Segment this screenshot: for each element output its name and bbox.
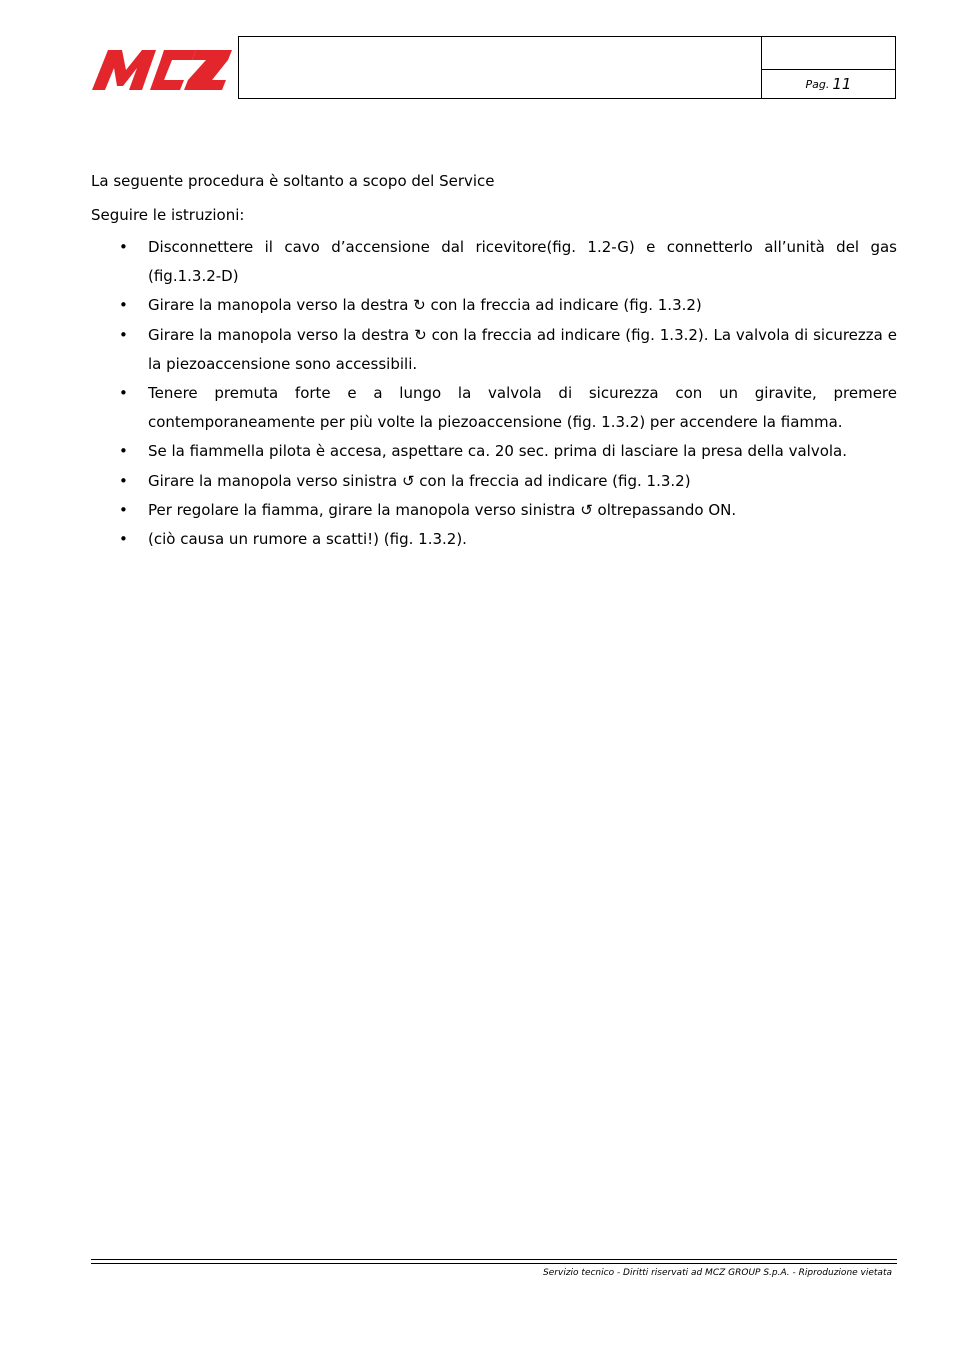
logo-letter-m [92, 50, 156, 90]
list-item: • Girare la manopola verso la destra ↻ con la freccia ad indicare (fig. 1.3.2). La valvola di sicurezza e la piezoaccensione sono accessibili. [91, 321, 897, 379]
instruction-list [91, 233, 897, 554]
page-number [762, 70, 895, 98]
document-body [91, 170, 897, 554]
instructions-label: Seguire le istruzioni: [91, 206, 245, 224]
page-value: 11 [832, 75, 852, 93]
page-label: Pag. [805, 77, 830, 91]
list-item: • (ciò causa un rumore a scatti!) (fig. 1.3.2). [91, 525, 897, 554]
list-item: • Se la fiammella pilota è accesa, aspettare ca. 20 sec. prima di lasciare la presa della valvola. [91, 437, 897, 466]
header-table [238, 36, 896, 99]
header-title-cell [239, 37, 762, 98]
mcz-logo [92, 48, 232, 92]
intro-paragraph: La seguente procedura è soltanto a scopo del Service [91, 172, 495, 190]
list-item: • Per regolare la fiamma, girare la manopola verso sinistra ↺ oltrepassando ON. [91, 496, 897, 525]
header-page-cell [762, 37, 895, 98]
header-empty-cell [762, 37, 895, 70]
list-item: • Girare la manopola verso sinistra ↺ con la freccia ad indicare (fig. 1.3.2) [91, 467, 897, 496]
list-item: • Girare la manopola verso la destra ↻ con la freccia ad indicare (fig. 1.3.2) [91, 291, 897, 320]
list-item: • Disconnettere il cavo d’accensione dal ricevitore(fig. 1.2-G) e connetterlo all’unità del gas (fig.1.3.2-D) [91, 233, 897, 291]
list-item: • Tenere premuta forte e a lungo la valvola di sicurezza con un giravite, premere contemporaneamente per più volte la piezoaccensione (fig. 1.3.2) per accendere la fiamma. [91, 379, 897, 437]
footer-divider [91, 1263, 897, 1264]
footer-divider [91, 1259, 897, 1260]
footer-copyright: Servizio tecnico - Diritti riservati ad MCZ GROUP S.p.A. - Riproduzione vietata [543, 1268, 892, 1278]
